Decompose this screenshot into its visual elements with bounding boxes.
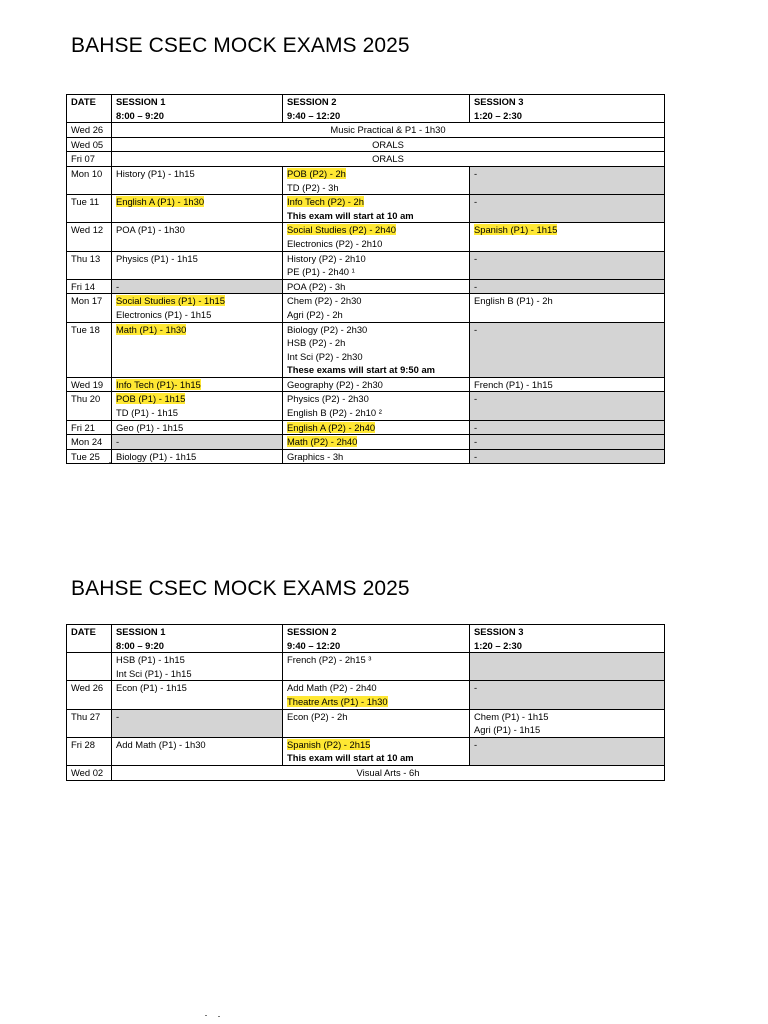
session-2-cell [283, 279, 470, 294]
date-cell: Wed 26 [67, 123, 112, 138]
exam-entry [474, 252, 660, 266]
header-row [67, 95, 665, 123]
session-3-cell [470, 653, 665, 681]
date-cell: Thu 13 [67, 251, 112, 279]
session-time: 8:00 – 9:20 [116, 639, 164, 651]
exam-entry [116, 435, 278, 449]
date-cell: Fri 14 [67, 279, 112, 294]
all-sessions-cell: ORALS [112, 137, 665, 152]
table-row [67, 377, 665, 392]
exam-entry [116, 308, 278, 322]
exam-text: - [474, 738, 478, 750]
exam-text: - [116, 710, 120, 722]
exam-text: Chem (P2) - 2h30 [287, 295, 362, 307]
exam-entry [287, 308, 465, 322]
exam-text: - [474, 450, 478, 462]
session-1-cell [112, 709, 283, 737]
exam-entry [287, 421, 465, 435]
exam-entry [116, 421, 278, 435]
session-time: 9:40 – 12:20 [287, 639, 341, 651]
scan-speck [218, 1016, 220, 1017]
exam-entry [116, 653, 278, 667]
session-time: 9:40 – 12:20 [287, 109, 341, 121]
session-2-cell [283, 653, 470, 681]
exam-text: - [474, 323, 478, 335]
session-1-cell [112, 251, 283, 279]
exam-entry [287, 223, 465, 237]
exam-entry [287, 710, 465, 724]
column-header-date [67, 95, 112, 123]
exam-entry [474, 167, 660, 181]
exam-text: Biology (P1) - 1h15 [116, 450, 197, 462]
start-time-note: This exam will start at 10 am [287, 209, 414, 221]
exam-entry [287, 195, 465, 209]
exam-text: Add Math (P1) - 1h30 [116, 738, 206, 750]
highlighted-exam-text: Spanish (P2) - 2h15 [287, 738, 371, 750]
exam-entry [474, 294, 660, 308]
date-cell: Tue 18 [67, 322, 112, 377]
scan-speck [205, 1015, 207, 1016]
session-3-cell [470, 377, 665, 392]
session-3-cell [470, 294, 665, 322]
exam-entry [116, 450, 278, 464]
column-header-label: SESSION 3 [474, 626, 524, 637]
exam-entry [287, 681, 465, 695]
table-row [67, 166, 665, 194]
exam-entry [474, 195, 660, 209]
highlighted-exam-text: Theatre Arts (P1) - 1h30 [287, 695, 388, 707]
session-1-cell [112, 737, 283, 765]
exam-text: Agri (P2) - 2h [287, 308, 343, 320]
table-row [67, 137, 665, 152]
page-title: BAHSE CSEC MOCK EXAMS 2025 [71, 34, 410, 57]
session-1-cell [112, 195, 283, 223]
session-1-cell [112, 653, 283, 681]
exam-entry [287, 653, 465, 667]
exam-entry [474, 323, 660, 337]
exam-entry [474, 223, 660, 237]
exam-text: - [116, 436, 120, 448]
exam-entry [116, 710, 278, 724]
session-1-cell [112, 435, 283, 450]
exam-entry [116, 195, 278, 209]
exam-entry [474, 392, 660, 406]
all-sessions-cell: Visual Arts - 6h [112, 765, 665, 780]
exam-text: PE (P1) - 2h40 ¹ [287, 266, 355, 278]
exam-entry [287, 252, 465, 266]
session-2-cell [283, 420, 470, 435]
all-sessions-cell: ORALS [112, 152, 665, 167]
highlighted-exam-text: Social Studies (P2) - 2h40 [287, 224, 396, 236]
column-header-label: DATE [71, 626, 96, 637]
exam-text: Econ (P1) - 1h15 [116, 682, 187, 694]
exam-entry [474, 723, 660, 737]
exam-entry [287, 450, 465, 464]
column-header-date [67, 625, 112, 653]
table-row [67, 294, 665, 322]
highlighted-exam-text: Spanish (P1) - 1h15 [474, 224, 558, 236]
exam-text: Graphics - 3h [287, 450, 344, 462]
exam-entry [116, 667, 278, 681]
highlighted-exam-text: Social Studies (P1) - 1h15 [116, 295, 225, 307]
exam-entry [287, 392, 465, 406]
session-1-cell [112, 449, 283, 464]
date-cell: Tue 11 [67, 195, 112, 223]
exam-text: Add Math (P2) - 2h40 [287, 682, 377, 694]
exam-text: - [474, 280, 478, 292]
exam-text: History (P2) - 2h10 [287, 252, 366, 264]
exam-text: - [474, 682, 478, 694]
exam-text: English B (P1) - 2h [474, 295, 553, 307]
column-header-label: SESSION 1 [116, 626, 166, 637]
exam-entry [474, 710, 660, 724]
exam-text: HSB (P1) - 1h15 [116, 654, 185, 666]
exam-text: Electronics (P1) - 1h15 [116, 308, 212, 320]
session-1-cell [112, 322, 283, 377]
column-header-session-2 [283, 95, 470, 123]
exam-text: Chem (P1) - 1h15 [474, 710, 549, 722]
exam-entry [474, 421, 660, 435]
exam-text: Biology (P2) - 2h30 [287, 323, 368, 335]
highlighted-exam-text: Math (P1) - 1h30 [116, 323, 187, 335]
session-3-cell [470, 420, 665, 435]
session-1-cell [112, 420, 283, 435]
exam-entry [287, 406, 465, 420]
table-row [67, 449, 665, 464]
highlighted-exam-text: POB (P2) - 2h [287, 167, 346, 179]
exam-entry [116, 294, 278, 308]
session-3-cell [470, 223, 665, 251]
session-1-cell [112, 294, 283, 322]
exam-entry [474, 378, 660, 392]
table-row [67, 251, 665, 279]
exam-entry [287, 294, 465, 308]
exam-text: - [474, 393, 478, 405]
header-row [67, 625, 665, 653]
date-cell: Thu 20 [67, 392, 112, 420]
date-cell: Wed 05 [67, 137, 112, 152]
exam-text: Econ (P2) - 2h [287, 710, 348, 722]
session-2-cell [283, 377, 470, 392]
session-2-cell [283, 195, 470, 223]
scan-speck [109, 462, 111, 463]
table-row [67, 420, 665, 435]
exam-entry [116, 252, 278, 266]
table-row [67, 223, 665, 251]
exam-entry [116, 681, 278, 695]
exam-entry [287, 738, 465, 752]
exam-text: POA (P2) - 3h [287, 280, 346, 292]
date-cell: Thu 27 [67, 709, 112, 737]
date-cell: Wed 12 [67, 223, 112, 251]
exam-text: French (P1) - 1h15 [474, 378, 553, 390]
exam-entry [287, 435, 465, 449]
column-header-label: SESSION 2 [287, 626, 337, 637]
session-2-cell [283, 322, 470, 377]
exam-entry [116, 223, 278, 237]
exam-entry [116, 392, 278, 406]
session-2-cell [283, 709, 470, 737]
session-2-cell [283, 166, 470, 194]
column-header-session-3 [470, 625, 665, 653]
exam-entry [287, 336, 465, 350]
date-cell: Fri 07 [67, 152, 112, 167]
exam-entry [287, 695, 465, 709]
session-2-cell [283, 435, 470, 450]
exam-entry [287, 323, 465, 337]
exam-text: French (P2) - 2h15 ³ [287, 654, 372, 666]
date-cell: Tue 25 [67, 449, 112, 464]
exam-text: TD (P1) - 1h15 [116, 407, 178, 419]
exam-entry [287, 350, 465, 364]
date-cell: Mon 10 [67, 166, 112, 194]
table-row [67, 653, 665, 681]
exam-entry [116, 323, 278, 337]
table-row [67, 765, 665, 780]
date-cell: Wed 26 [67, 681, 112, 709]
exam-text: English B (P2) - 2h10 ² [287, 407, 382, 419]
highlighted-exam-text: POB (P1) - 1h15 [116, 393, 186, 405]
column-header-session-1 [112, 95, 283, 123]
exam-text: Agri (P1) - 1h15 [474, 724, 541, 736]
highlighted-exam-text: Info Tech (P2) - 2h [287, 196, 364, 208]
exam-text: POA (P1) - 1h30 [116, 224, 185, 236]
column-header-session-1 [112, 625, 283, 653]
exam-entry [116, 280, 278, 294]
date-cell: Fri 28 [67, 737, 112, 765]
exam-text: Electronics (P2) - 2h10 [287, 237, 383, 249]
exam-entry [116, 738, 278, 752]
page-title: BAHSE CSEC MOCK EXAMS 2025 [71, 577, 410, 600]
exam-entry [474, 435, 660, 449]
exam-entry [474, 681, 660, 695]
column-header-label: SESSION 1 [116, 96, 166, 107]
exam-entry [287, 265, 465, 279]
table-row [67, 435, 665, 450]
exam-text: - [474, 252, 478, 264]
start-time-note: This exam will start at 10 am [287, 752, 414, 764]
session-time: 1:20 – 2:30 [474, 639, 522, 651]
column-header-label: SESSION 2 [287, 96, 337, 107]
table-row [67, 392, 665, 420]
exam-text: Int Sci (P2) - 2h30 [287, 350, 363, 362]
column-header-session-3 [470, 95, 665, 123]
exam-text: Physics (P2) - 2h30 [287, 393, 369, 405]
session-2-cell [283, 392, 470, 420]
exam-entry [474, 450, 660, 464]
table-row [67, 123, 665, 138]
session-2-cell [283, 251, 470, 279]
exam-entry [116, 378, 278, 392]
exam-text: - [474, 436, 478, 448]
table-row [67, 322, 665, 377]
exam-text: TD (P2) - 3h [287, 181, 339, 193]
exam-entry [287, 181, 465, 195]
session-1-cell [112, 223, 283, 251]
session-3-cell [470, 251, 665, 279]
exam-entry [474, 280, 660, 294]
exam-entry [287, 280, 465, 294]
session-3-cell [470, 279, 665, 294]
exam-text: HSB (P2) - 2h [287, 337, 346, 349]
table-row [67, 279, 665, 294]
exam-entry [116, 167, 278, 181]
date-cell: Fri 21 [67, 420, 112, 435]
session-3-cell [470, 392, 665, 420]
session-3-cell [470, 322, 665, 377]
highlighted-exam-text: English A (P1) - 1h30 [116, 196, 205, 208]
exam-text: Geo (P1) - 1h15 [116, 421, 184, 433]
exam-entry [287, 237, 465, 251]
session-time: 1:20 – 2:30 [474, 109, 522, 121]
column-header-label: DATE [71, 96, 96, 107]
all-sessions-cell: Music Practical & P1 - 1h30 [112, 123, 665, 138]
session-3-cell [470, 195, 665, 223]
exam-entry [474, 738, 660, 752]
date-cell: Wed 19 [67, 377, 112, 392]
session-3-cell [470, 681, 665, 709]
session-3-cell [470, 449, 665, 464]
table-row [67, 737, 665, 765]
start-time-note: These exams will start at 9:50 am [287, 364, 435, 376]
table-row [67, 681, 665, 709]
exam-entry [287, 378, 465, 392]
session-3-cell [470, 737, 665, 765]
session-1-cell [112, 377, 283, 392]
date-cell [67, 653, 112, 681]
highlighted-exam-text: English A (P2) - 2h40 [287, 421, 376, 433]
session-3-cell [470, 709, 665, 737]
session-2-cell [283, 737, 470, 765]
highlighted-exam-text: Info Tech (P1)- 1h15 [116, 378, 201, 390]
exam-schedule-table [66, 624, 665, 781]
session-1-cell [112, 279, 283, 294]
exam-text: - [474, 421, 478, 433]
exam-text: Int Sci (P1) - 1h15 [116, 667, 192, 679]
session-2-cell [283, 449, 470, 464]
date-cell: Mon 24 [67, 435, 112, 450]
session-1-cell [112, 392, 283, 420]
highlighted-exam-text: Math (P2) - 2h40 [287, 436, 358, 448]
exam-text: - [474, 196, 478, 208]
session-time: 8:00 – 9:20 [116, 109, 164, 121]
session-1-cell [112, 681, 283, 709]
session-2-cell [283, 223, 470, 251]
session-2-cell [283, 681, 470, 709]
date-cell: Wed 02 [67, 765, 112, 780]
table-row [67, 152, 665, 167]
exam-text: - [116, 280, 120, 292]
exam-entry [116, 406, 278, 420]
exam-text: Physics (P1) - 1h15 [116, 252, 198, 264]
exam-entry [287, 167, 465, 181]
exam-schedule-table [66, 94, 665, 464]
table-row [67, 195, 665, 223]
exam-text: History (P1) - 1h15 [116, 167, 195, 179]
session-2-cell [283, 294, 470, 322]
session-3-cell [470, 435, 665, 450]
column-header-session-2 [283, 625, 470, 653]
session-3-cell [470, 166, 665, 194]
exam-text: Geography (P2) - 2h30 [287, 378, 383, 390]
table-row [67, 709, 665, 737]
date-cell: Mon 17 [67, 294, 112, 322]
exam-text: - [474, 167, 478, 179]
column-header-label: SESSION 3 [474, 96, 524, 107]
session-1-cell [112, 166, 283, 194]
